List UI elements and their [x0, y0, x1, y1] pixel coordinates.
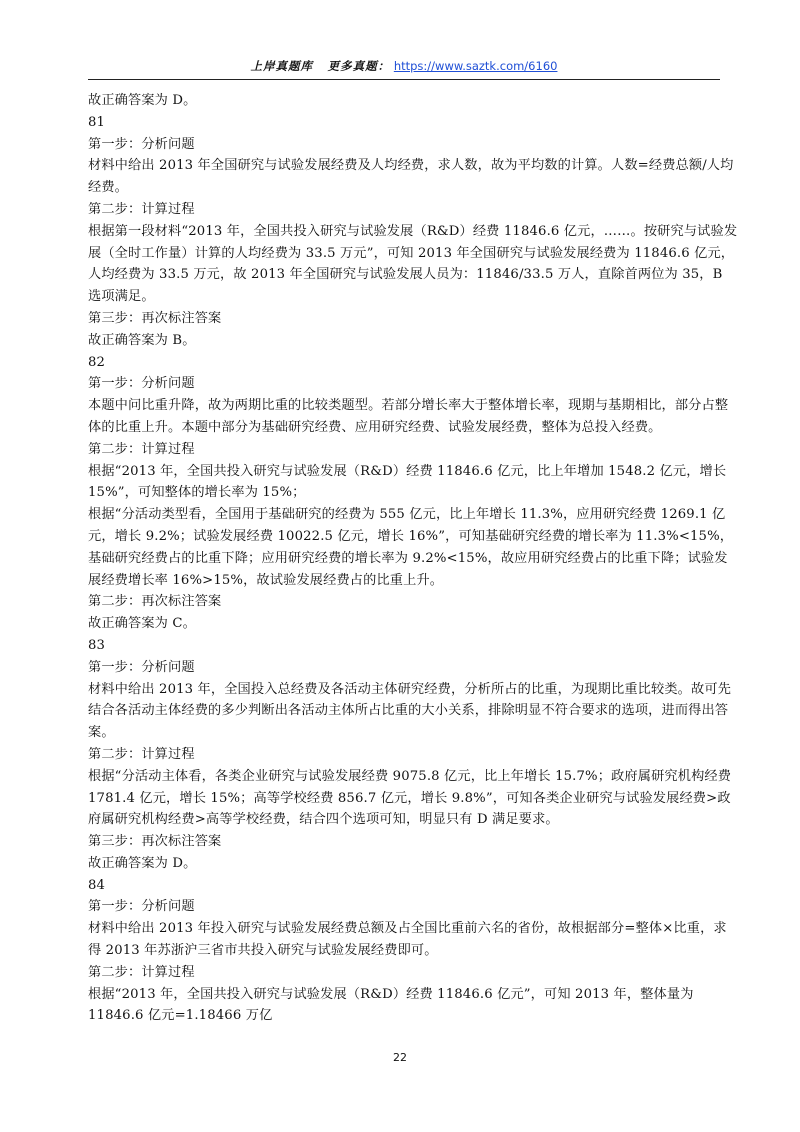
paragraph: 根据“2013 年，全国共投入研究与试验发展（R&D）经费 11846.6 亿元，比上年增加 1548.2 亿元，增长 15%”，可知整体的增长率为 15%；: [88, 463, 727, 501]
header-label: 更多真题：: [327, 59, 391, 73]
step-heading: 第一步：分析问题: [88, 136, 195, 152]
paragraph: 材料中给出 2013 年，全国投入总经费及各活动主体研究经费，分析所占的比重，为现期比重比较类。故可先结合各活动主体经费的多少判断出各活动主体所占比重的大小关系，排除明显不符合要求的选项，进而得出答案。: [88, 681, 732, 741]
paragraph: 故正确答案为 C。: [88, 616, 196, 632]
step-heading: 第二步：计算过程: [88, 746, 195, 762]
step-heading: 第二步：计算过程: [88, 201, 195, 217]
paragraph: 根据“分活动主体看，各类企业研究与试验发展经费 9075.8 亿元，比上年增长 15.7%；政府属研究机构经费 1781.4 亿元，增长 15%；高等学校经费 856.7 亿元，增长 9.8%”，可知各类企业研究与试验发展经费>政府属研究机构经费>高等学校经费，结合四个选项可知，明显只有 D 满足要求。: [88, 768, 732, 828]
paragraph: 根据“分活动类型看，全国用于基础研究的经费为 555 亿元，比上年增长 11.3%，应用研究经费 1269.1 亿元，增长 9.2%；试验发展经费 10022.5 亿元，增长 16%”，可知基础研究经费的增长率为 11.3%<15%，基础研究经费占的比重下降；应用研究经费的增长率为 9.2%<15%，故应用研究经费占的比重下降；试验发展经费增长率 16%>15%，故试验发展经费占的比重上升。: [88, 507, 734, 588]
step-heading: 第二步：计算过程: [88, 964, 195, 980]
question-number: 81: [88, 114, 106, 130]
paragraph: 根据第一段材料“2013 年，全国共投入研究与试验发展（R&D）经费 11846.6 亿元，……。按研究与试验发展（全时工作量）计算的人均经费为 33.5 万元”，可知 2013 年全国研究与试验发展经费为 11846.6 亿元，人均经费为 33.5 万元，故 2013 年全国研究与试验发展人员为：11846/33.5 万人，直除首两位为 35，B 选项满足。: [88, 223, 738, 305]
header-brand: 上岸真题库: [250, 59, 314, 73]
paragraph: 故正确答案为 D。: [88, 93, 197, 108]
step-heading: 第一步：分析问题: [88, 659, 195, 675]
paragraph: 故正确答案为 B。: [88, 332, 196, 348]
page-header: [88, 53, 720, 80]
paragraph: 材料中给出 2013 年投入研究与试验发展经费总额及占全国比重前六名的省份，故根据部分=整体×比重，求得 2013 年苏浙沪三省市共投入研究与试验发展经费即可。: [88, 921, 727, 959]
paragraph: 故正确答案为 D。: [88, 855, 197, 871]
paragraph: 本题中问比重升降，故为两期比重的比较类题型。若部分增长率大于整体增长率，现期与基期相比，部分占整体的比重上升。本题中部分为基础研究经费、应用研究经费、试验发展经费，整体为总投入经费。: [88, 398, 729, 435]
step-heading: 第二步：再次标注答案: [88, 594, 222, 610]
question-number: 84: [88, 877, 106, 893]
step-heading: 第三步：再次标注答案: [88, 834, 222, 850]
step-heading: 第一步：分析问题: [88, 899, 195, 915]
paragraph: 根据“2013 年，全国共投入研究与试验发展（R&D）经费 11846.6 亿元”，可知 2013 年，整体量为 11846.6 亿元=1.18466 万亿: [88, 986, 694, 1024]
step-heading: 第二步：计算过程: [88, 441, 195, 457]
question-number: 83: [88, 637, 106, 653]
step-heading: 第一步：分析问题: [88, 376, 195, 392]
answer-explanation-body: [88, 90, 740, 1027]
header-link[interactable]: https://www.saztk.com/6160: [393, 59, 558, 73]
question-number: 82: [88, 354, 106, 370]
paragraph: 材料中给出 2013 年全国研究与试验发展经费及人均经费，求人数，故为平均数的计算。人数=经费总额/人均经费。: [88, 158, 734, 196]
step-heading: 第三步：再次标注答案: [88, 310, 222, 326]
page-number: 22: [393, 1051, 407, 1064]
